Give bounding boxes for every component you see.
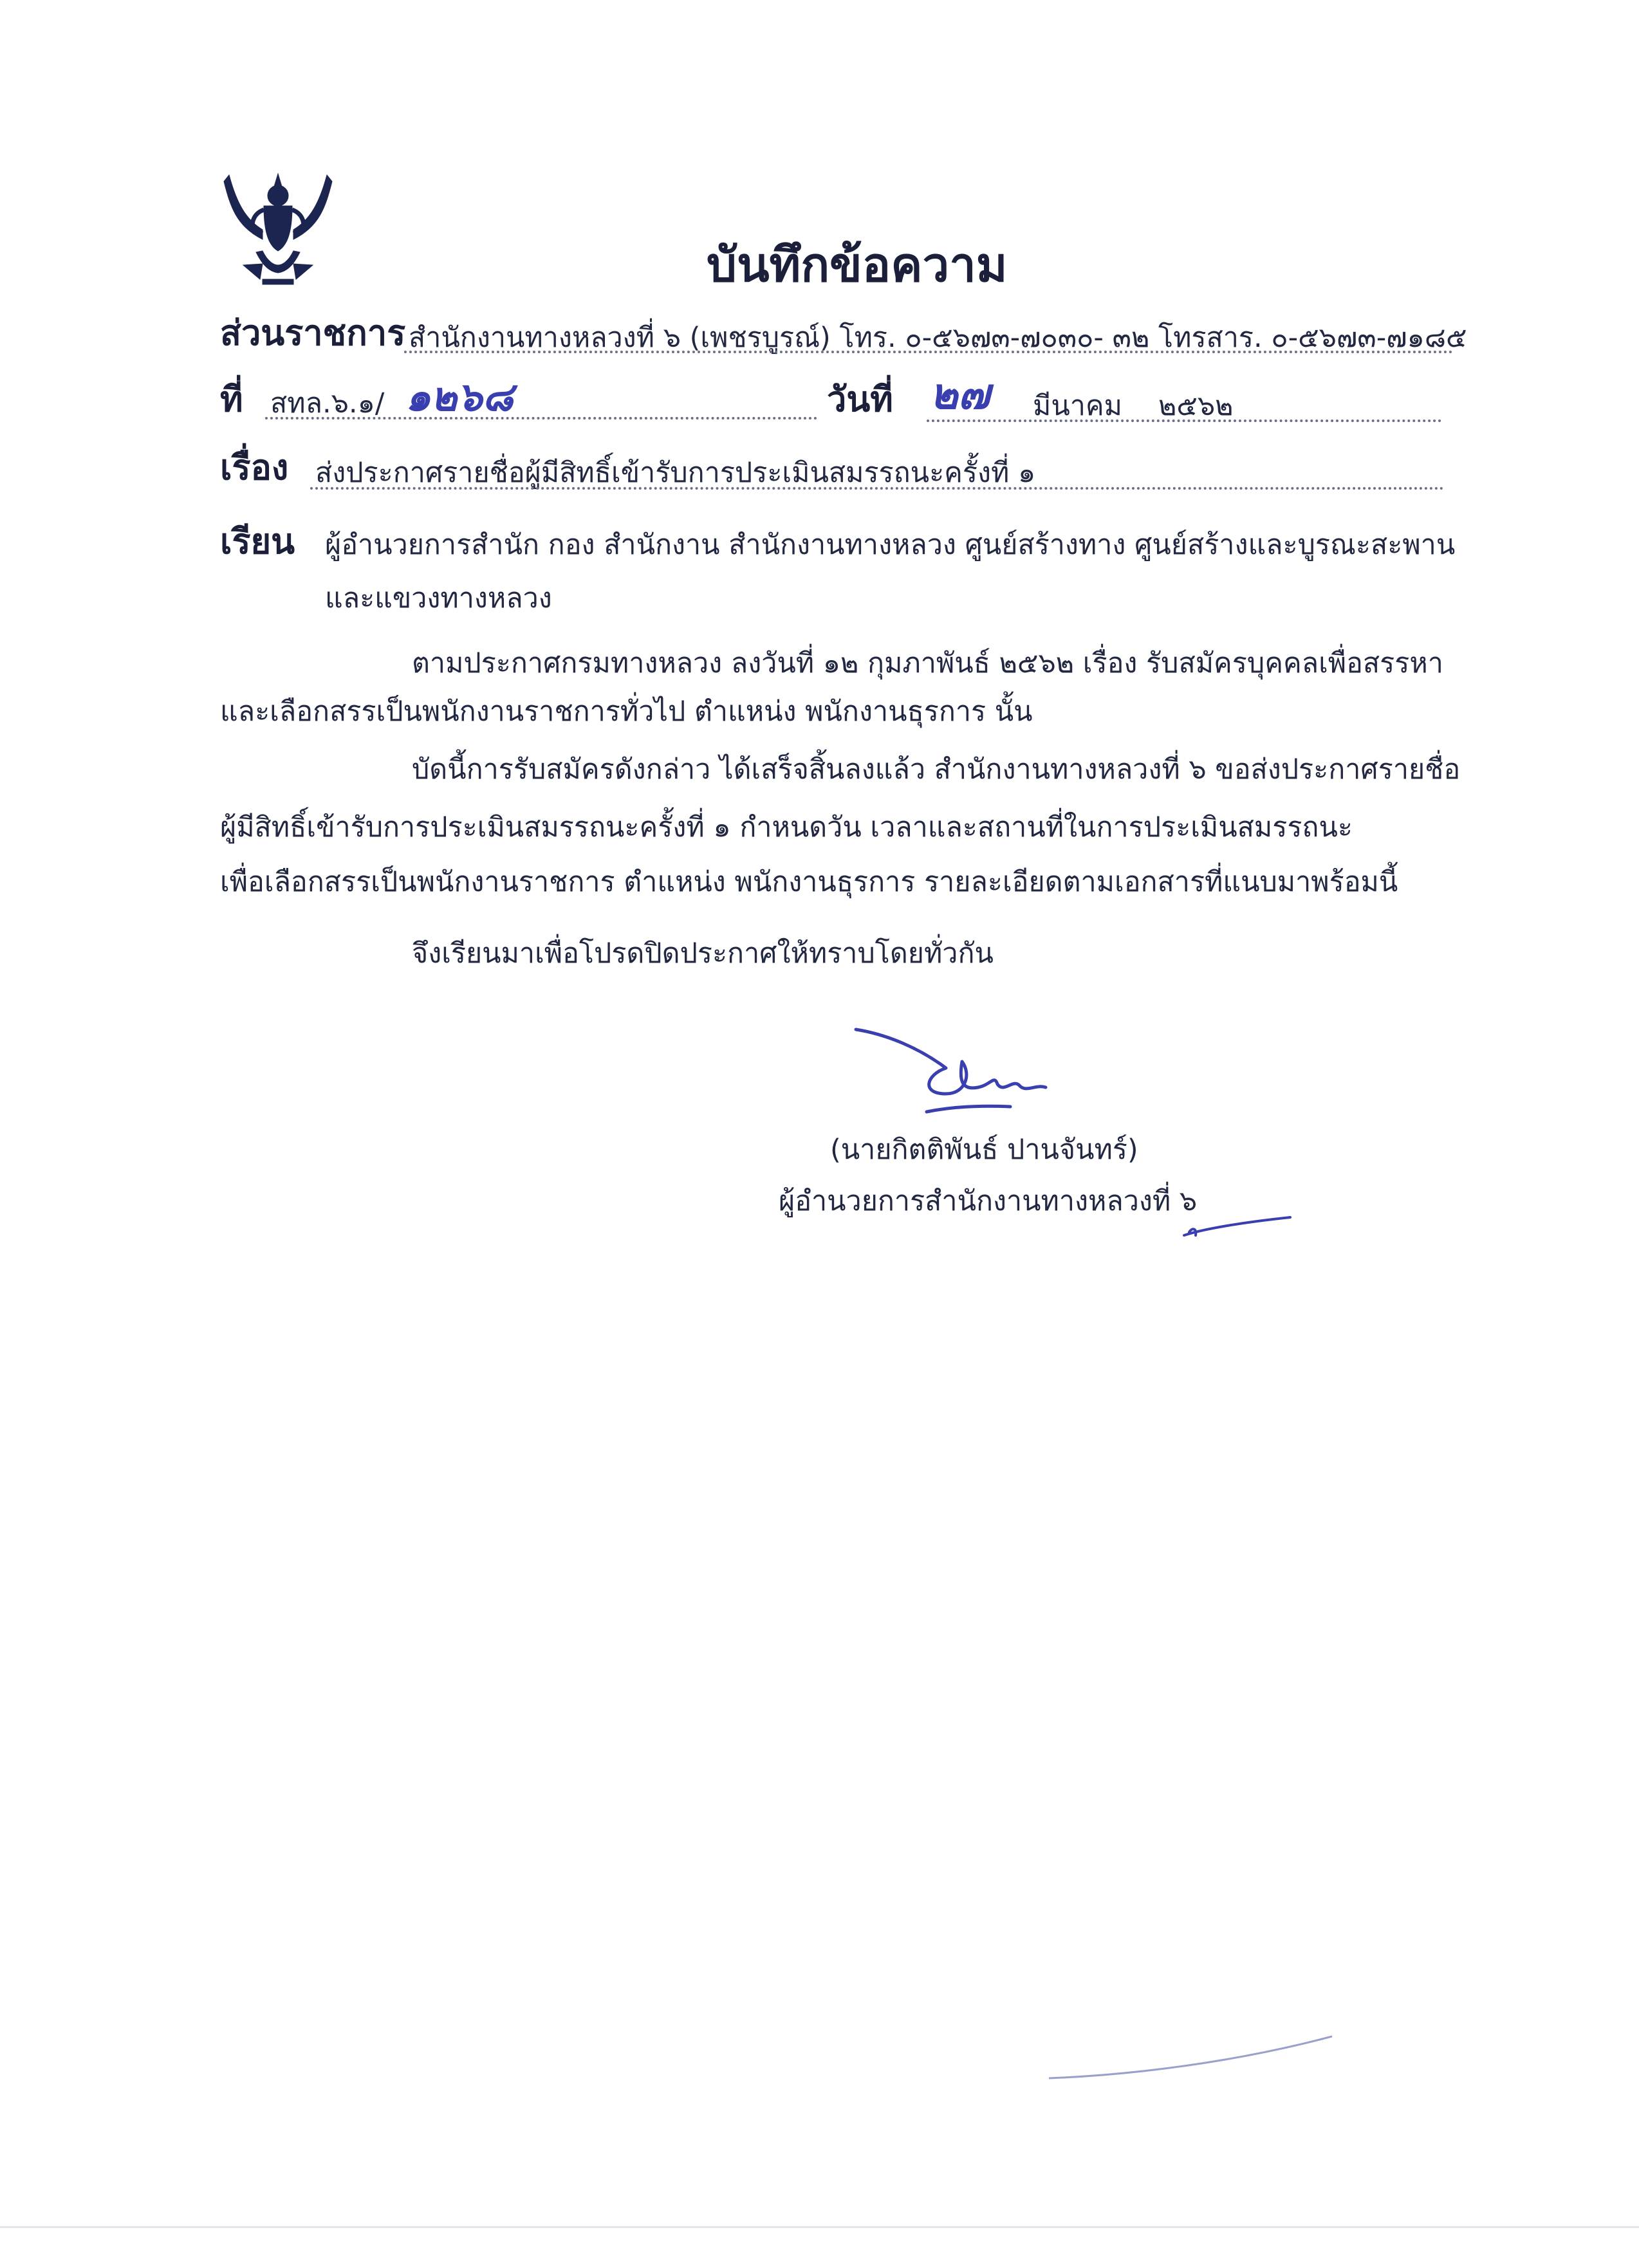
paragraph-1-line-2: และเลือกสรรเป็นพนักงานราชการทั่วไป ตำแหน่ง พนักงานธุรการ นั้น — [220, 696, 1033, 728]
to-line-2: และแขวงทางหลวง — [325, 582, 552, 614]
ref-label: ที่ — [220, 379, 243, 419]
signatory-name: (นายกิตติพันธ์ ปานจันทร์) — [830, 1134, 1138, 1166]
paragraph-3-line-1: จึงเรียนมาเพื่อโปรดปิดประกาศให้ทราบโดยทั่วกัน — [412, 937, 994, 970]
date-month: มีนาคม — [1033, 390, 1122, 422]
stray-pen-mark — [1042, 2027, 1338, 2085]
paragraph-2-line-3: เพื่อเลือกสรรเป็นพนักงานราชการ ตำแหน่ง พนักงานธุรการ รายละเอียดตามเอกสารที่แนบมาพร้อมนี้ — [220, 866, 1398, 898]
garuda-emblem-icon — [218, 169, 338, 291]
memo-title: บันทึกข้อความ — [707, 237, 1008, 293]
scan-edge-line — [0, 2226, 1639, 2228]
date-label: วันที่ — [827, 379, 893, 419]
section-label: ส่วนราชการ — [220, 313, 406, 353]
handwritten-signature — [849, 1023, 1068, 1120]
paragraph-2-line-1: บัดนี้การรับสมัครดังกล่าว ได้เสร็จสิ้นลงแล้ว สำนักงานทางหลวงที่ ๖ ขอส่งประกาศรายชื่อ — [412, 753, 1461, 786]
ref-handwritten-number: ๑๒๖๘ — [405, 373, 514, 420]
signatory-position: ผู้อำนวยการสำนักงานทางหลวงที่ ๖ — [779, 1185, 1198, 1217]
to-line-1: ผู้อำนวยการสำนัก กอง สำนักงาน สำนักงานทางหลวง ศูนย์สร้างทาง ศูนย์สร้างและบูรณะสะพาน — [325, 529, 1456, 561]
handwritten-initial-mark — [1178, 1210, 1293, 1242]
ref-value: สทล.๖.๑/ — [270, 387, 385, 419]
section-value: สำนักงานทางหลวงที่ ๖ (เพชรบูรณ์) โทร. ๐-๕๖๗๓-๗๐๓๐- ๓๒ โทรสาร. ๐-๕๖๗๓-๗๑๘๕ — [409, 322, 1467, 354]
subject-value: ส่งประกาศรายชื่อผู้มีสิทธิ์เข้ารับการประเมินสมรรถนะครั้งที่ ๑ — [315, 457, 1036, 489]
date-year: ๒๕๖๒ — [1158, 390, 1234, 422]
paragraph-2-line-2: ผู้มีสิทธิ์เข้ารับการประเมินสมรรถนะครั้งที่ ๑ กำหนดวัน เวลาและสถานที่ในการประเมินสมรรถนะ — [220, 811, 1353, 844]
paragraph-1-line-1: ตามประกาศกรมทางหลวง ลงวันที่ ๑๒ กุมภาพันธ์ ๒๕๖๒ เรื่อง รับสมัครบุคคลเพื่อสรรหา — [412, 647, 1443, 679]
subject-label: เรื่อง — [220, 447, 289, 488]
date-day-handwritten: ๒๗ — [930, 369, 990, 419]
to-label: เรียน — [220, 521, 295, 562]
